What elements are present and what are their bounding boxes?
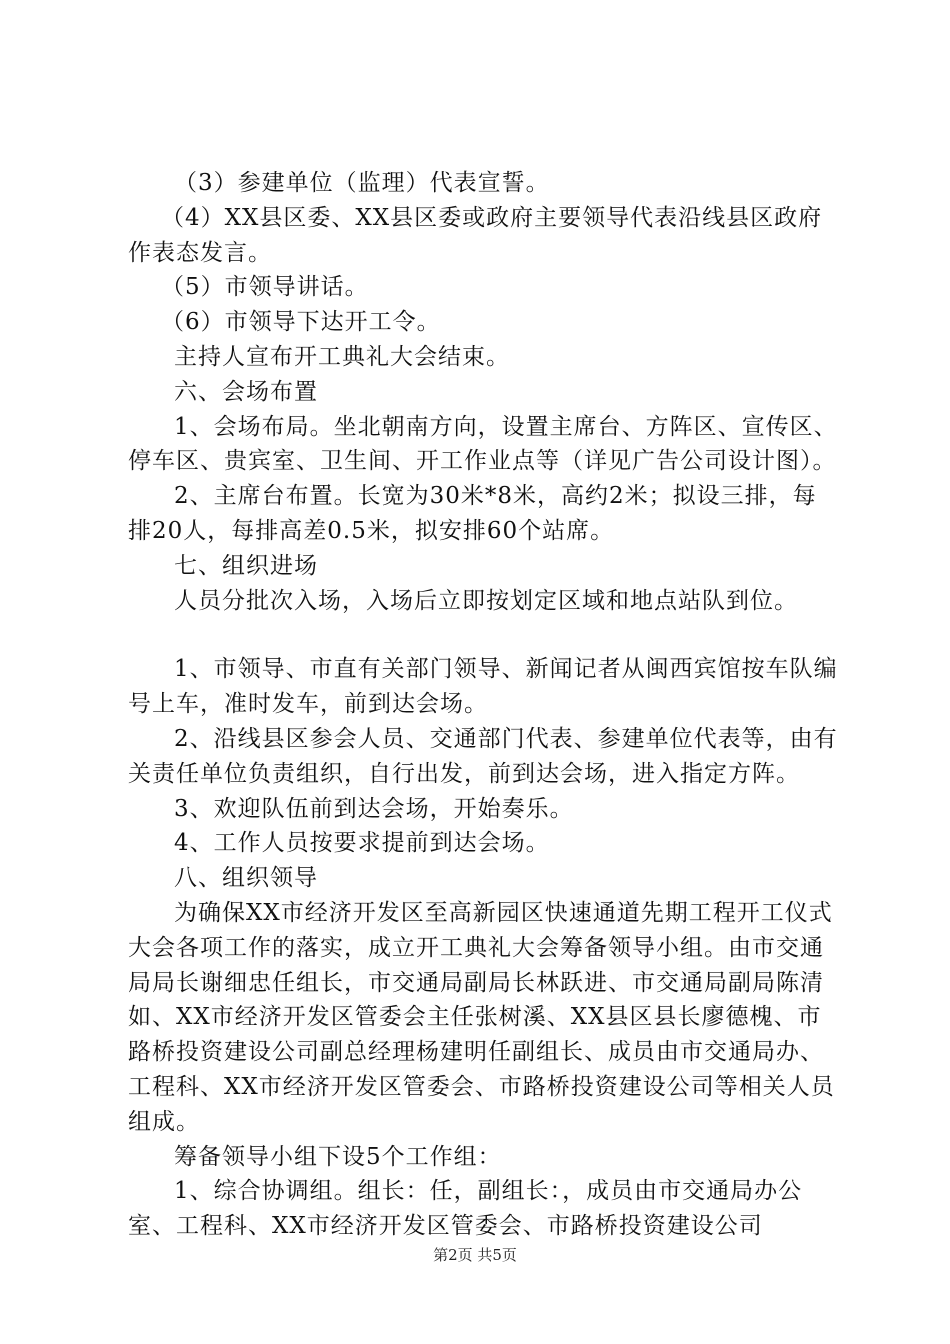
document-body	[128, 166, 840, 1244]
paragraph: 八、组织领导	[174, 865, 318, 892]
paragraph: （6）市领导下达开工令。	[161, 309, 441, 336]
paragraph: 4、工作人员按要求提前到达会场。	[174, 830, 550, 857]
paragraph: 1、综合协调组。组长：任，副组长：，成员由市交通局办公室、工程科、XX市经济开发区管委会、市路桥投资建设公司	[128, 1178, 803, 1240]
page-footer: 第2页 共5页	[433, 1246, 517, 1264]
paragraph: 为确保XX市经济开发区至高新园区快速通道先期工程开工仪式大会各项工作的落实，成立开工典礼大会筹备领导小组。由市交通局局长谢细忠任组长，市交通局副局长林跃进、市交通局副局陈清如、XX市经济开发区管委会主任张树溪、XX县区县长廖德槐、市路桥投资建设公司副总经理杨建明任副组长、成员由市交通局办、工程科、XX市经济开发区管委会、市路桥投资建设公司等相关人员组成。	[128, 899, 835, 1135]
paragraph: 1、市领导、市直有关部门领导、新闻记者从闽西宾馆按车队编号上车，准时发车，前到达会场。	[128, 656, 838, 718]
paragraph: 六、会场布置	[174, 378, 318, 405]
paragraph: 人员分批次入场，入场后立即按划定区域和地点站队到位。	[174, 587, 798, 614]
paragraph: 2、沿线县区参会人员、交通部门代表、参建单位代表等，由有关责任单位负责组织，自行出发，前到达会场，进入指定方阵。	[128, 725, 838, 787]
paragraph: 七、组织进场	[174, 552, 318, 579]
paragraph: 3、欢迎队伍前到达会场，开始奏乐。	[174, 795, 574, 822]
paragraph: （4）XX县区委、XX县区委或政府主要领导代表沿线县区政府作表态发言。	[128, 204, 823, 266]
paragraph: 1、会场布局。坐北朝南方向，设置主席台、方阵区、宣传区、停车区、贵宾室、卫生间、开工作业点等（详见广告公司设计图）。	[128, 413, 838, 475]
paragraph: 2、主席台布置。长宽为30米*8米，高约2米；拟设三排，每排20人，每排高差0.5米，拟安排60个站席。	[128, 483, 817, 544]
paragraph: （3）参建单位（监理）代表宣誓。	[174, 170, 550, 196]
paragraph-gap	[128, 618, 840, 652]
paragraph: 主持人宣布开工典礼大会结束。	[174, 343, 510, 370]
paragraph: （5）市领导讲话。	[161, 274, 369, 301]
paragraph: 筹备领导小组下设5个工作组：	[174, 1143, 502, 1170]
